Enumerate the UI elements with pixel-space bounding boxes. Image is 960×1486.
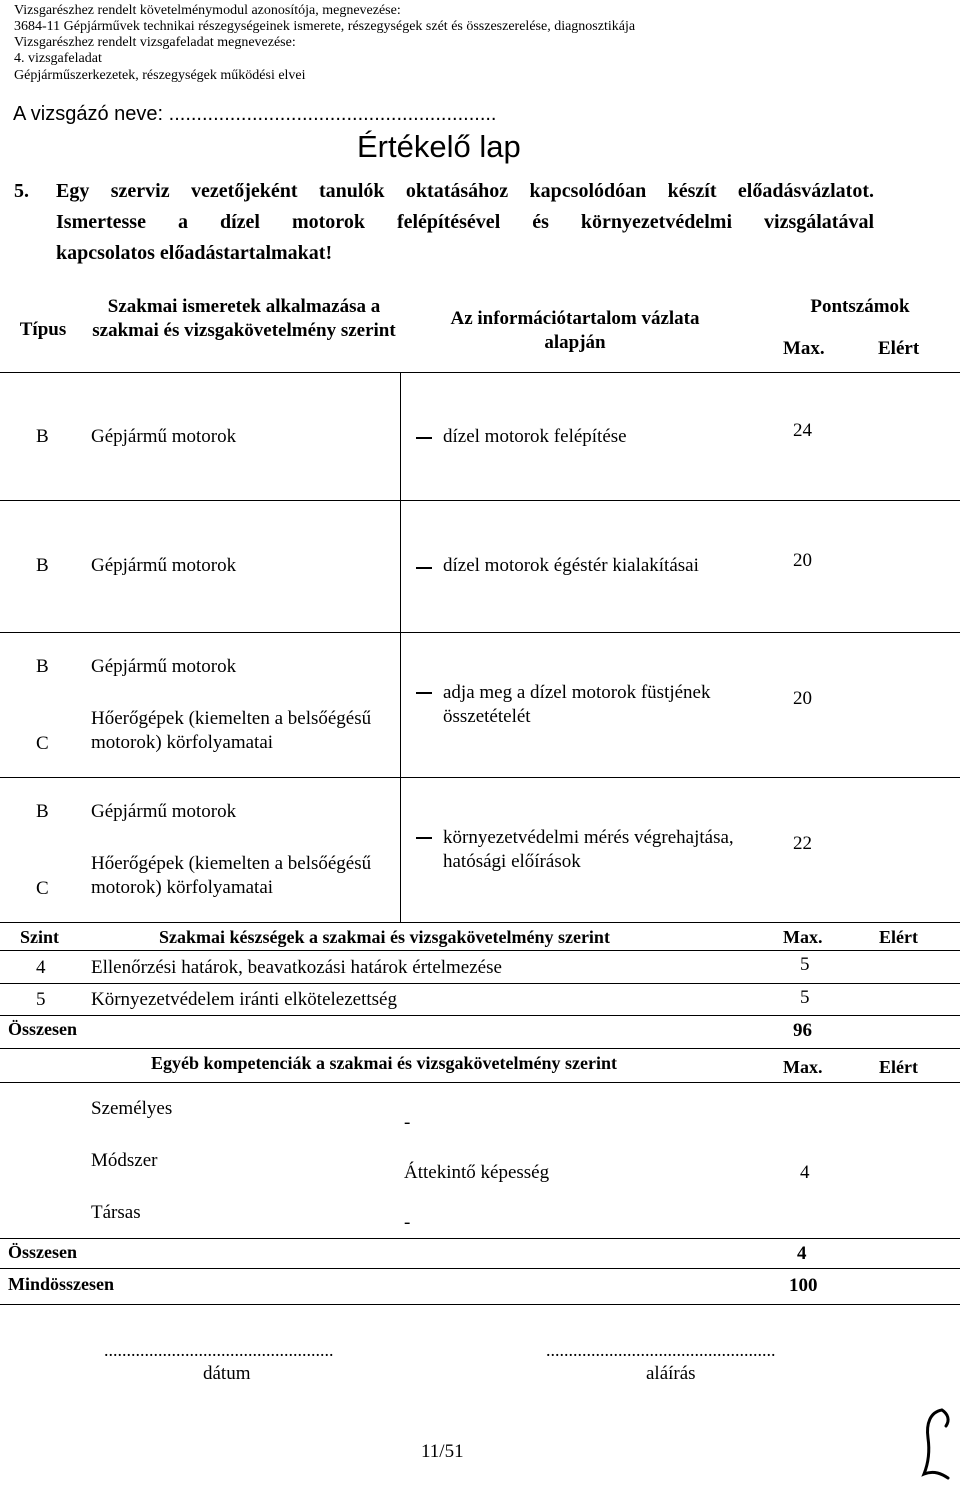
header-line-3: Vizsgarészhez rendelt vizsgafeladat megnevezése: [14, 35, 296, 50]
page-title: Értékelő lap [357, 129, 521, 164]
row-max: 20 [793, 550, 812, 571]
competences-max-header: Max. [783, 1057, 823, 1077]
task-number: 5. [14, 180, 29, 202]
skills-total-label: Összesen [8, 1019, 77, 1039]
bullet-dash [416, 437, 432, 439]
bullet-dash [416, 692, 432, 694]
page-number: 11/51 [421, 1441, 464, 1462]
handwritten-mark-icon [912, 1404, 958, 1482]
signature-label: aláírás [646, 1363, 696, 1384]
skill-label: Ellenőrzési határok, beavatkozási határok értelmezése [91, 957, 502, 978]
skills-total: 96 [793, 1020, 812, 1041]
examinee-name-field: A vizsgázó neve: ........................................................... [13, 103, 497, 125]
row-knowledge-detail: Hőerőgépek (kiemelten a belsőégésű motorok) körfolyamatai [91, 708, 372, 753]
competence-personal: Személyes [91, 1098, 173, 1119]
table-rule [0, 632, 960, 633]
grand-total-label: Mindösszesen [8, 1274, 115, 1294]
skills-heading: Szakmai készségek a szakmai és vizsgakövetelmény szerint [159, 927, 610, 947]
table-rule [0, 1238, 960, 1239]
header-achieved: Elért [878, 338, 920, 359]
skills-achieved-header: Elért [879, 927, 918, 947]
competence-social: Társas [91, 1202, 141, 1223]
date-label: dátum [203, 1363, 251, 1384]
competences-heading: Egyéb kompetenciák a szakmai és vizsgakövetelmény szerint [151, 1053, 617, 1073]
table-rule [0, 777, 960, 778]
skill-label: Környezetvédelem iránti elkötelezettség [91, 989, 397, 1010]
row-type: C [36, 733, 49, 754]
header-outline: Az információtartalom vázlata alapján [450, 308, 700, 353]
row-type: B [36, 656, 49, 677]
date-line: ................................................... [104, 1340, 334, 1360]
skill-level: 5 [36, 989, 46, 1010]
table-rule [0, 1048, 960, 1049]
table-rule [0, 950, 960, 951]
competence-social-value: - [404, 1212, 411, 1233]
row-knowledge: Gépjármű motorok [91, 656, 237, 677]
competences-total: 4 [797, 1243, 807, 1264]
competence-personal-value: - [404, 1112, 411, 1133]
row-outline: környezetvédelmi mérés végrehajtása, hatósági előírások [443, 827, 734, 872]
task-line-2: Ismertesse a dízel motorok felépítésével és környezetvédelmi vizsgálatával [56, 211, 874, 233]
row-max: 22 [793, 833, 812, 854]
competences-total-label: Összesen [8, 1242, 77, 1262]
header-max: Max. [783, 338, 825, 359]
skills-max-header: Max. [783, 927, 823, 947]
bullet-dash [416, 567, 432, 569]
skills-level-header: Szint [20, 927, 60, 947]
table-rule [0, 1268, 960, 1269]
table-rule [0, 1082, 960, 1083]
row-knowledge-detail: Hőerőgépek (kiemelten a belsőégésű motorok) körfolyamatai [91, 853, 372, 898]
row-outline: dízel motorok felépítése [443, 426, 627, 447]
task-line-3: kapcsolatos előadástartalmakat! [56, 242, 333, 264]
row-knowledge: Gépjármű motorok [91, 555, 237, 576]
header-line-2: 3684-11 Gépjárművek technikai részegységeinek ismerete, részegységek szét és összeszerelése, diagnosztikája [14, 19, 636, 34]
row-type: B [36, 426, 49, 447]
row-type: C [36, 878, 49, 899]
competence-method-value: Áttekintő képesség [404, 1162, 550, 1183]
table-rule [0, 1015, 960, 1016]
row-type: B [36, 555, 49, 576]
table-rule [0, 500, 960, 501]
row-max: 20 [793, 688, 812, 709]
grand-total: 100 [789, 1275, 818, 1296]
competences-achieved-header: Elért [879, 1057, 918, 1077]
row-knowledge: Gépjármű motorok [91, 801, 237, 822]
bullet-dash [416, 837, 432, 839]
header-line-1: Vizsgarészhez rendelt követelménymodul azonosítója, megnevezése: [14, 3, 401, 18]
task-line-1: Egy szerviz vezetőjeként tanulók oktatásához kapcsolódóan készít előadásvázlatot. [56, 180, 874, 202]
row-outline: adja meg a dízel motorok füstjének összetételét [443, 682, 711, 727]
table-column-divider [400, 372, 401, 922]
row-outline: dízel motorok égéstér kialakításai [443, 555, 699, 576]
row-max: 24 [793, 420, 812, 441]
header-line-5: Gépjárműszerkezetek, részegységek működési elvei [14, 68, 306, 83]
competence-method-max: 4 [800, 1162, 810, 1183]
header-type: Típus [19, 319, 67, 340]
skill-max: 5 [800, 954, 810, 975]
table-rule [0, 983, 960, 984]
header-line-4: 4. vizsgafeladat [14, 51, 102, 66]
signature-line: ................................................... [546, 1340, 776, 1360]
skill-max: 5 [800, 987, 810, 1008]
table-rule [0, 922, 960, 923]
row-type: B [36, 801, 49, 822]
table-rule [0, 1304, 960, 1305]
table-rule [0, 372, 960, 373]
skill-level: 4 [36, 957, 46, 978]
header-knowledge: Szakmai ismeretek alkalmazása a szakmai és vizsgakövetelmény szerint [92, 296, 396, 341]
row-knowledge: Gépjármű motorok [91, 426, 237, 447]
competence-method: Módszer [91, 1150, 158, 1171]
header-points: Pontszámok [810, 296, 910, 317]
